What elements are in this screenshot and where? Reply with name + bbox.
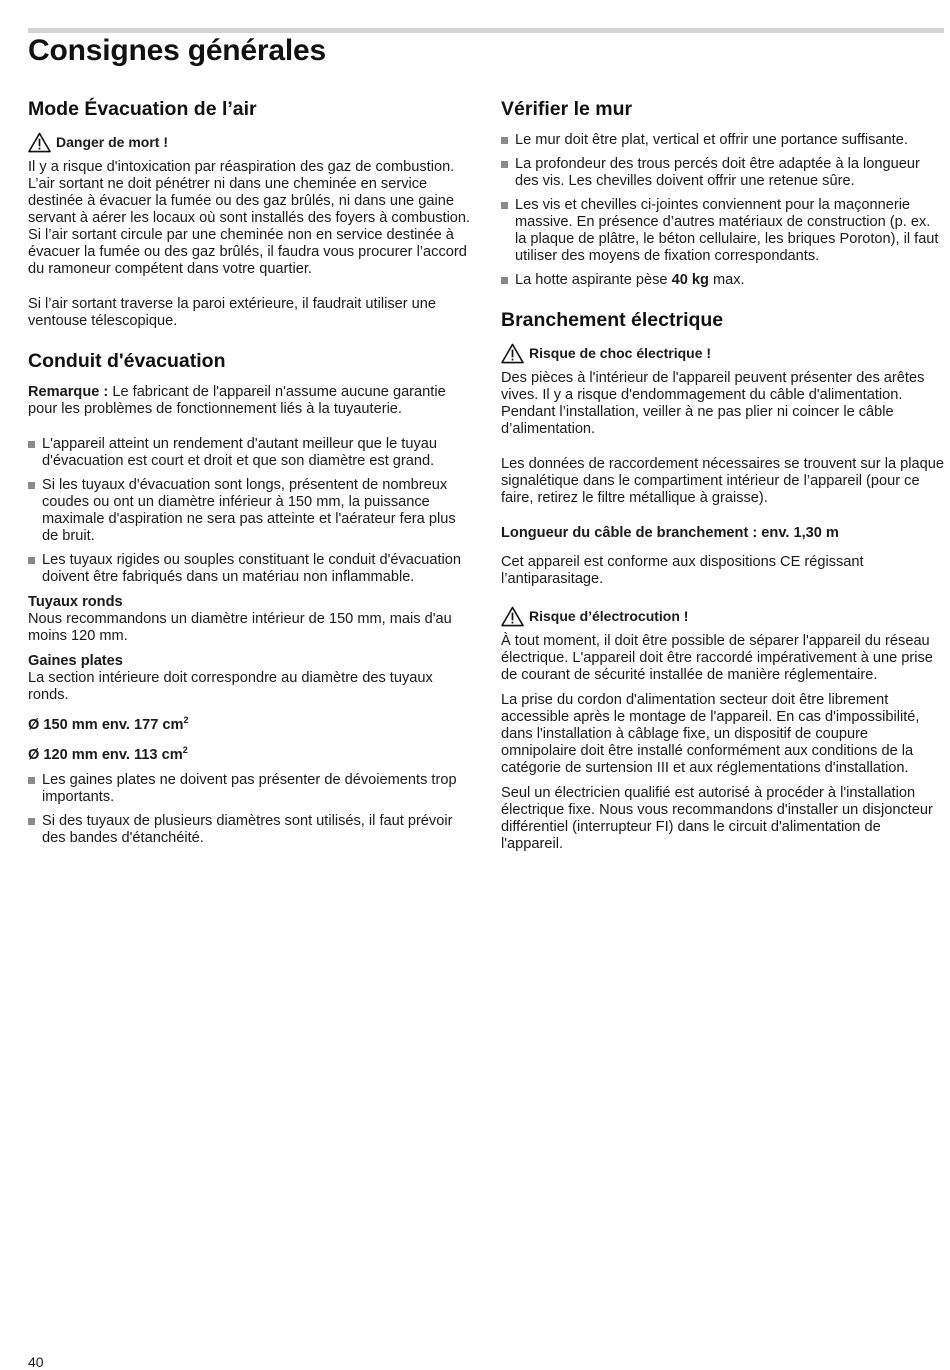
warning-label: Risque d’électrocution ! (529, 608, 689, 624)
list-item: Le mur doit être plat, vertical et offrir une portance suffisante. (501, 132, 944, 149)
section-heading-evacuation: Mode Évacuation de l’air (28, 98, 257, 120)
section-heading-conduit: Conduit d'évacuation (28, 350, 226, 372)
paragraph: À tout moment, il doit être possible de séparer l'appareil du réseau électrique. L'appareil doit être raccordé impérativement à une prise de courant de sécurité installée de manière réglementaire. (501, 633, 933, 683)
square-bullet-icon (28, 818, 35, 825)
page-title: Consignes générales (28, 34, 326, 67)
right-column (501, 96, 944, 861)
remark-label: Remarque : (28, 384, 109, 400)
square-bullet-icon (501, 161, 508, 168)
left-column (28, 96, 474, 855)
list-item: Si les tuyaux d'évacuation sont longs, présentent de nombreux coudes ou ont un diamètre inférieur à 150 mm, la puissance maximale d'aspiration ne sera pas atteinte et l'aérateur fera plus de bruit. (28, 477, 474, 545)
list-item: La profondeur des trous percés doit être adaptée à la longueur des vis. Les chevilles doivent offrir une retenue sûre. (501, 156, 944, 190)
section-heading-electrical: Branchement électrique (501, 309, 724, 331)
square-bullet-icon (28, 482, 35, 489)
round-pipes-text: Nous recommandons un diamètre intérieur de 150 mm, mais d'au moins 120 mm. (28, 611, 452, 644)
page-number: 40 (28, 1354, 44, 1370)
flat-ducts-text: La section intérieure doit correspondre au diamètre des tuyaux ronds. (28, 670, 433, 703)
square-bullet-icon (28, 777, 35, 784)
paragraph: Cet appareil est conforme aux dispositions CE régissant l’antiparasitage. (501, 554, 864, 587)
paragraph: Il y a risque d'intoxication par réaspiration des gaz de combustion. L’air sortant ne doit pénétrer ni dans une cheminée en service destinée à évacuer la fumée ou des gaz brûlés, ni dans une gaine servant à aérer les locaux où sont installés des foyers à combustion. Si l’air sortant circule par une cheminée non en service destinée à évacuer la fumée ou des gaz brûlés, il faudra vous procurer l’accord du ramoneur compétent dans votre quartier. (28, 159, 471, 277)
paragraph: Les données de raccordement nécessaires se trouvent sur la plaque signalétique dans le compartiment intérieur de l’appareil (pour ce faire, retirez le filtre métallique à graisse). (501, 456, 944, 506)
round-pipes-title: Tuyaux ronds (28, 594, 123, 610)
flat-ducts-bullet-list (28, 772, 474, 847)
square-bullet-icon (501, 277, 508, 284)
warning-label: Danger de mort ! (56, 134, 169, 150)
list-item: Les tuyaux rigides ou souples constituant le conduit d'évacuation doivent être fabriqués dans un matériau non inflammable. (28, 552, 474, 586)
list-item: Les gaines plates ne doivent pas présenter de dévoiements trop importants. (28, 772, 474, 806)
warning-triangle-icon (501, 606, 524, 627)
square-bullet-icon (28, 557, 35, 564)
warning-triangle-icon (28, 132, 51, 153)
equivalence-150: Ø 150 mm env. 177 $cm^2$ (28, 715, 189, 733)
remark-text: Le fabricant de l'appareil n'assume aucune garantie pour les problèmes de fonctionnement liés à la tuyauterie. (28, 384, 446, 417)
equivalence-120: Ø 120 mm env. 113 $cm^2$ (28, 744, 188, 763)
remark-paragraph (28, 384, 474, 418)
list-item: Les vis et chevilles ci-jointes conviennent pour la maçonnerie massive. En présence d’autres matériaux de construction (p. ex. la plaque de plâtre, le béton cellulaire, les briques Poroton), il faut utiliser des moyens de fixation correspondants. (501, 197, 944, 265)
list-item: L'appareil atteint un rendement d'autant meilleur que le tuyau d'évacuation est court et droit et que son diamètre est grand. (28, 436, 474, 470)
list-item: Si des tuyaux de plusieurs diamètres sont utilisés, il faut prévoir des bandes d'étanchéité. (28, 813, 474, 847)
square-bullet-icon (501, 202, 508, 209)
wall-bullet-list (501, 132, 944, 289)
square-bullet-icon (28, 441, 35, 448)
flat-ducts-title: Gaines plates (28, 653, 123, 669)
warning-triangle-icon (501, 343, 524, 364)
square-bullet-icon (501, 137, 508, 144)
warning-electrocution (501, 606, 944, 627)
conduit-bullet-list (28, 436, 474, 586)
top-rule (28, 28, 944, 33)
cable-length: Longueur du câble de branchement : env. 1,30 m (501, 525, 839, 541)
warning-danger (28, 132, 474, 153)
warning-label: Risque de choc électrique ! (529, 345, 712, 361)
paragraph: Des pièces à l'intérieur de l'appareil peuvent présenter des arêtes vives. Il y a risque d'endommagement du câble d'alimentation. Pendant l’installation, veiller à ne pas plier ni coincer le câble d’alimentation. (501, 370, 925, 437)
paragraph: La prise du cordon d'alimentation secteur doit être librement accessible après le montage de l'appareil. En cas d'impossibilité, dans l'installation à câblage fixe, un dispositif de coupure omnipolaire doit être installé conformément aux conditions de la catégorie de surtension III et aux réglementations d'installation. (501, 692, 920, 776)
paragraph: Si l’air sortant traverse la paroi extérieure, il faudrait utiliser une ventouse télescopique. (28, 296, 436, 329)
section-heading-wall: Vérifier le mur (501, 98, 633, 120)
list-item: La hotte aspirante pèse 40 kg max. (501, 272, 944, 289)
warning-electric-shock (501, 343, 944, 364)
paragraph: Seul un électricien qualifié est autorisé à procéder à l'installation électrique fixe. Nous vous recommandons d'installer un disjoncteur différentiel (interrupteur FI) dans le circuit d'alimentation de l'appareil. (501, 785, 933, 852)
